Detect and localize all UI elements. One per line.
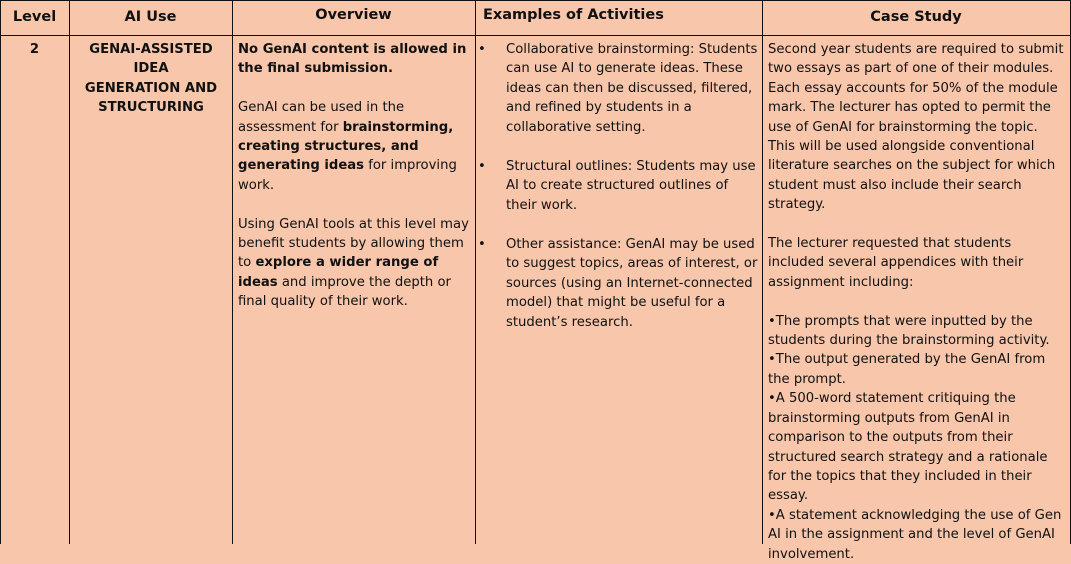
example-text-3: Other assistance: GenAI may be used to suggest topics, areas of interest, or sources (using an Internet-connected model) that might be useful for a student’s research. (506, 237, 758, 330)
case-study-list-item: •The prompts that were inputted by the students during the brainstorming activity. (768, 313, 1050, 349)
col-border-0 (0, 0, 1, 544)
header-divider (0, 35, 1071, 36)
col-border-1 (69, 0, 70, 544)
header-ai-use: AI Use (124, 9, 177, 25)
col-border-4 (762, 0, 763, 544)
example-text-2: Structural outlines: Students may use AI to create structured outlines of their work. (506, 159, 756, 213)
bullet-icon: • (478, 42, 486, 57)
col-border-3 (475, 0, 476, 544)
bullet-icon: • (478, 237, 486, 252)
overview-paragraph-1: No GenAI content is allowed in the final submission. (238, 42, 467, 77)
case-study-paragraph-1: Second year students are required to submit two essays as part of one of their modules. Each essay accounts for 50% of the module mark. The lecturer has opted to permit the use of GenAI for brainstorming the topic. This will be used alongside conventional literature searches on the subject for which student must also include their search strategy. (768, 42, 1064, 213)
header-level: Level (12, 9, 57, 25)
case-study-list-item: •A 500-word statement critiquing the brainstorming outputs from GenAI in comparison to the outputs from their structured search strategy and a rationale for the topics that they included in their essay. (768, 391, 1048, 504)
ai-use-line-3: STRUCTURING (98, 100, 204, 116)
level-value: 2 (29, 42, 40, 57)
case-study-list-item: •A statement acknowledging the use of Gen AI in the assignment and the level of GenAI involvement. (768, 507, 1062, 562)
table-top-border (0, 0, 1071, 1)
ai-use-line-1: GENAI-ASSISTED IDEA (89, 42, 213, 77)
header-case-study: Case Study (870, 9, 962, 25)
col-border-2 (232, 0, 233, 544)
overview-paragraph-2: GenAI can be used in the assessment for brainstorming, creating structures, and generating ideas for improving work. (238, 100, 457, 193)
overview-text (238, 40, 470, 312)
ai-use-value (72, 40, 230, 118)
case-study-paragraph-2: The lecturer requested that students included several appendices with their assignment including: (768, 236, 1024, 290)
ai-use-line-2: GENERATION AND (84, 80, 218, 96)
overview-paragraph-3: Using GenAI tools at this level may benefit students by allowing them to explore a wider range of ideas and improve the depth or final quality of their work. (238, 216, 469, 310)
case-study-text (768, 40, 1068, 564)
example-text-1: Collaborative brainstorming: Students can use AI to generate ideas. These ideas can then be discussed, filtered, and refined by students in a collaborative setting. (506, 42, 758, 135)
bullet-icon: • (478, 159, 486, 174)
header-overview: Overview (315, 7, 392, 23)
header-examples: Examples of Activities (483, 7, 664, 23)
case-study-list-item: •The output generated by the GenAI from the prompt. (768, 352, 1046, 387)
